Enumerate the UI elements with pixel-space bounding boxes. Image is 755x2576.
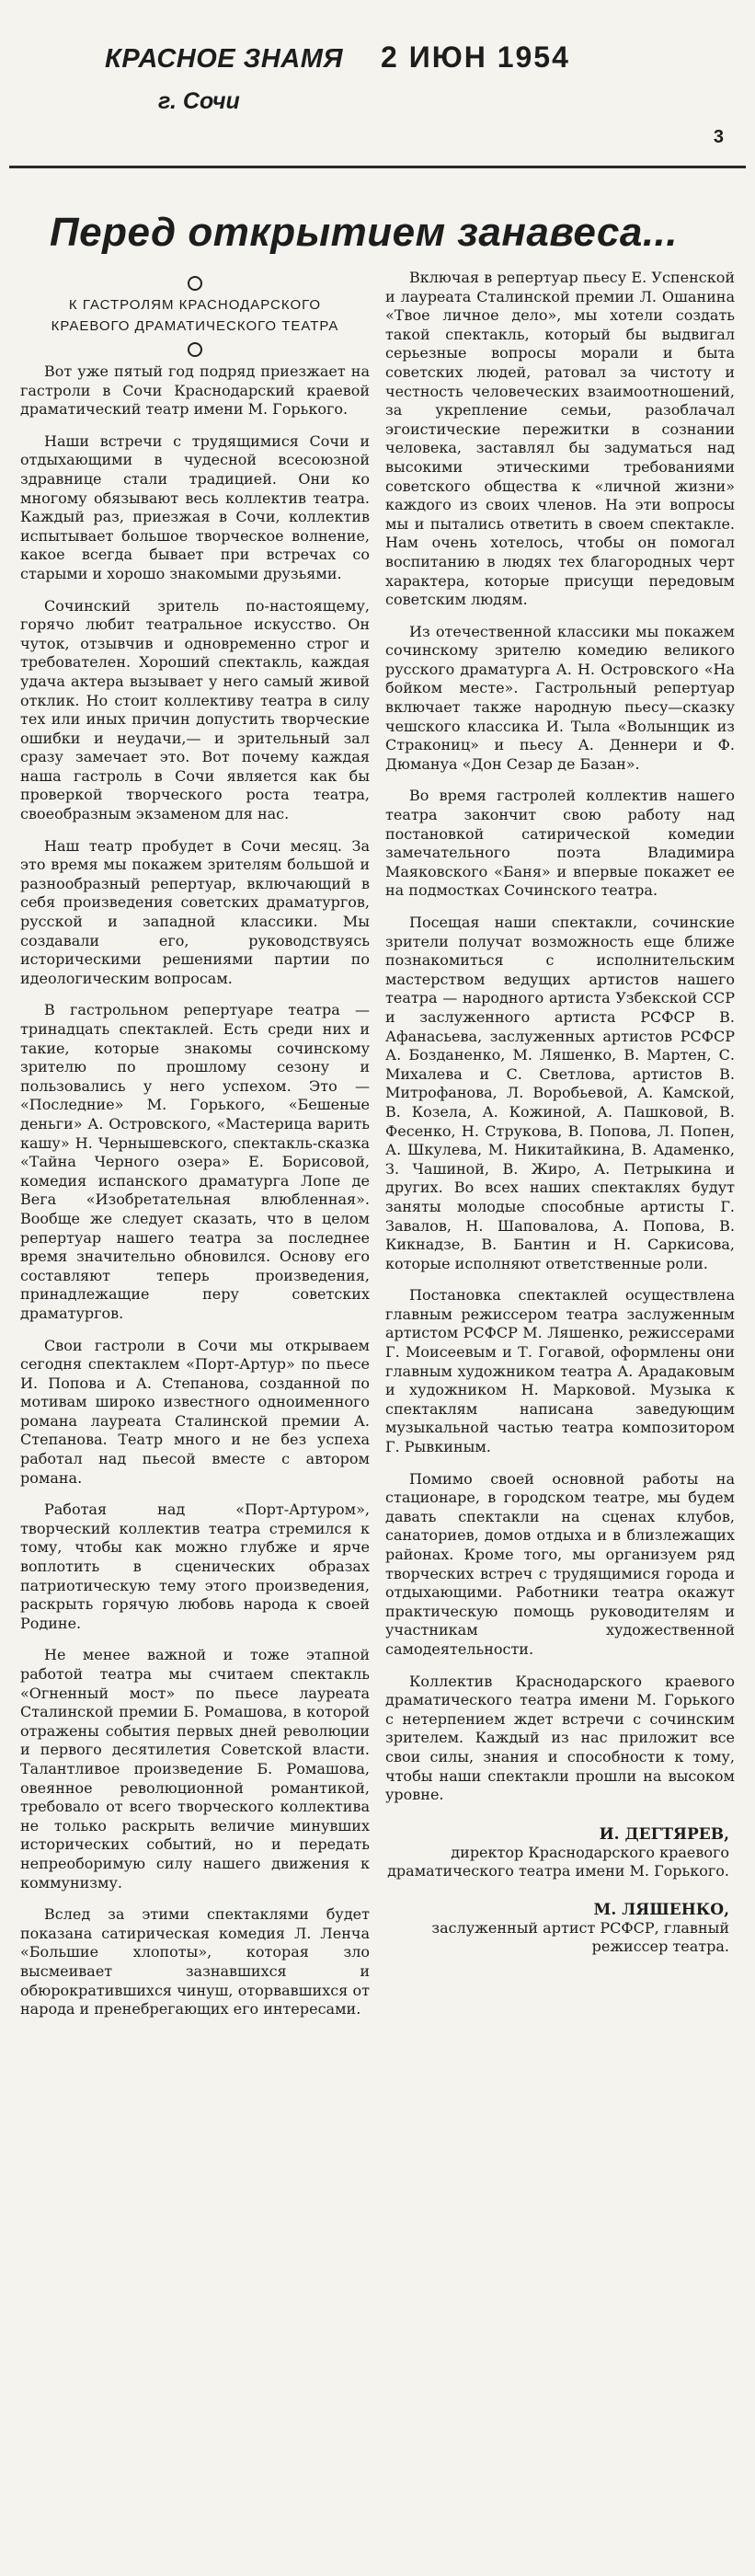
article-paragraph: Сочинский зритель по-настоящему, горячо любит театральное искусство. Он чуток, отзывчив и одновременно строг и требователен. Хороший спектакль, каждая удача актера вызывает у него самый живой отклик. Но стоит коллективу театра в силу тех или иных причин допустить творческие ошибки и неудачи,— и зрительный зал сразу замечает это. Вот почему каждая наша гастроль в Сочи является как бы проверкой творческого роста театра, своеобразным экзаменом для нас. [20, 596, 370, 823]
signature-lyashenko: М. ЛЯШЕНКО, [593, 1900, 729, 1919]
article-paragraph: Свои гастроли в Сочи мы открываем сегодня спектаклем «Порт-Артур» по пьесе И. Попова и А. Степанова, созданной по мотивам широко известного одноименного романа лауреата Сталинской премии А. Степанова. Театр много и не без успеха работал над пьесой вместе с автором романа. [20, 1336, 370, 1487]
article-headline: Перед открытием занавеса... [50, 210, 678, 255]
article-paragraph: Включая в репертуар пьесу Е. Успенской и лауреата Сталинской премии Л. Ошанина «Твое личное дело», мы хотели создать такой спектакль, который бы выдвигал серьезные вопросы морали и быта советских людей, ратовал за чистоту и честность человеческих взаимоотношений, за укрепление семьи, разоблачал эгоистические пережитки в сознании человека, заставлял бы задуматься над высокими этическими требованиями советского общества к «личной жизни» каждого из своих членов. На эти вопросы мы и пытались ответить в своем спектакле. Нам очень хотелось, чтобы он помогал воспитанию в людях тех благородных черт характера, которые присущи передовым советским людям. [385, 269, 735, 609]
article-paragraph: Во время гастролей коллектив нашего театра закончит свою работу над постановкой сатирической комедии замечательного поэта Владимира Маяковского «Баня» и впервые покажет ее на подмостках Сочинского театра. [385, 787, 735, 900]
right-paragraphs [385, 269, 735, 1805]
article-paragraph: Наши встречи с трудящимися Сочи и отдыхающими в чудесной всесоюзной здравнице стали традицией. Они ко многому обязывают весь коллектив театра. Каждый раз, приезжая в Сочи, коллектив испытывает большое творческое волнение, какое всегда бывает при встречах со старыми и хорошо знакомыми друзьями. [20, 431, 370, 582]
publication-city: г. Сочи [158, 88, 240, 114]
left-paragraphs [20, 362, 370, 2019]
ornament-circle-icon [188, 342, 202, 357]
article-body [13, 269, 742, 2019]
signature-lyashenko-role: заслуженный артист РСФСР, главный режиссер театра. [431, 1918, 729, 1955]
article-paragraph: Из отечественной классики мы покажем сочинскому зрителю комедию великого русского драматурга А. Н. Островского «На бойком месте». Гастрольный репертуар включает также народную пьесу—сказку чешского классика И. Тыла «Волынщик из Стракониц» и пьесу А. Деннери и Ф. Дюмануа «Дон Сезар де Базан». [385, 622, 735, 773]
ornament-circle-icon [188, 276, 202, 291]
article-paragraph: Коллектив Краснодарского краевого драматического театра имени М. Горького с нетерпением ждет встречи с сочинским зрителем. Каждый из нас приложит все свои силы, знания и способности к тому, чтобы наши спектакли прошли на высоком уровне. [385, 1672, 735, 1804]
article-paragraph: Посещая наши спектакли, сочинские зрители получат возможность еще ближе познакомиться с исполнительским мастерством ведущих артистов нашего театра — народного артиста Узбекской ССР и заслуженного артиста РСФСР В. Афанасьева, заслуженных артистов РСФСР А. Бозданенко, М. Ляшенко, В. Мартен, С. Михалева и С. Светлова, артистов В. Митрофанова, Л. Воробьевой, А. Камской, В. Козела, А. Кожиной, А. Пашковой, В. Фесенко, Н. Струкова, В. Попова, Л. Попен, А. Шкулева, М. Никитайкина, В. Адаменко, З. Чашиной, В. Жиро, А. Петрыкина и других. Во всех наших спектаклях будут заняты молодые способные артисты Г. Завалов, Н. Шаповалова, А. Попова, В. Кикнадзе, В. Бантин и Н. Саркисова, которые исполняют ответственные роли. [385, 914, 735, 1272]
article-paragraph: В гастрольном репертуаре театра — тринадцать спектаклей. Есть среди них и такие, которые знакомы сочинскому зрителю по прошлому сезону и пользовались у него успехом. Это — «Последние» М. Горького, «Бешеные деньги» А. Островского, «Мастерица варить кашу» Н. Чернышевского, спектакль-сказка «Тайна Черного озера» Е. Борисовой, комедия испанского драматурга Лопе де Вега «Изобретательная влюбленная». Вообще же следует сказать, что в целом репертуар нашего театра за последнее время значительно обновился. Основу его составляют теперь произведения, принадлежащие перу советских драматургов. [20, 1001, 370, 1322]
article-paragraph: Не менее важной и тоже этапной работой театра мы считаем спектакль «Огненный мост» по пьесе лауреата Сталинской премии Б. Ромашова, в которой отражены события первых дней революции и первого десятилетия Советской власти. Талантливое произведение Б. Ромашова, овеянное революционной романтикой, требовало от всего творческого коллектива не только раскрыть величие минувших исторических событий, но и передать непреоборимую силу нашего движения к коммунизму. [20, 1646, 370, 1892]
article-paragraph: Помимо своей основной работы на стационаре, в городском театре, мы будем давать спектакли на сценах клубов, санаториев, домов отдыха и в близлежащих районах. Кроме того, мы организуем ряд творческих встреч с трудящимися города и отдыхающими. Работники театра окажут практическую помощь руководителям и участникам художественной самодеятельности. [385, 1469, 735, 1658]
masthead [13, 13, 742, 151]
article-subtitle-line-1: К ГАСТРОЛЯМ КРАСНОДАРСКОГО [68, 297, 322, 313]
article-paragraph: Вслед за этими спектаклями будет показана сатирическая комедия Л. Ленча «Большие хлопоты», которая зло высмеивает зазнавшихся и обюрократившихся чинуш, оторвавшихся от народа и пренебрегающих его интересами. [20, 1905, 370, 2018]
signature-degtyarev-role: директор Краснодарского краевого драматического театра имени М. Горького. [387, 1843, 729, 1880]
article-subtitle-line-2: КРАЕВОГО ДРАМАТИЧЕСКОГО ТЕАТРА [51, 318, 339, 334]
page-number: 3 [713, 127, 724, 147]
article-paragraph: Наш театр пробудет в Сочи месяц. За это время мы покажем зрителям большой и разнообразный репертуар, включающий в себя произведения советских драматургов, русской и западной классики. Мы создавали его, руководствуясь историческими решениями партии по идеологическим вопросам. [20, 836, 370, 987]
masthead-rule [9, 166, 746, 168]
article-paragraph: Вот уже пятый год подряд приезжает на гастроли в Сочи Краснодарский краевой драматический театр имени М. Горького. [20, 362, 370, 419]
date-stamp: 2 ИЮН 1954 [381, 40, 570, 74]
left-column [20, 269, 370, 2019]
publication-name: КРАСНОЕ ЗНАМЯ [105, 44, 344, 74]
right-column [385, 269, 735, 2019]
article-paragraph: Работая над «Порт-Артуром», творческий коллектив театра стремился к тому, чтобы как можно глубже и ярче воплотить в сценических образах патриотическую тему этого произведения, раскрыть горячую любовь народа к своей Родине. [20, 1501, 370, 1632]
article-paragraph: Постановка спектаклей осуществлена главным режиссером театра заслуженным артистом РСФСР М. Ляшенко, режиссерами Г. Моисеевым и Т. Гогавой, оформлены они главным художником театра А. Арадаковым и художником Н. Марковой. Музыка к спектаклям написана заведующим музыкальной частью театра композитором Г. Рывкиным. [385, 1286, 735, 1456]
signature-degtyarev: И. ДЕГТЯРЕВ, [599, 1824, 729, 1844]
